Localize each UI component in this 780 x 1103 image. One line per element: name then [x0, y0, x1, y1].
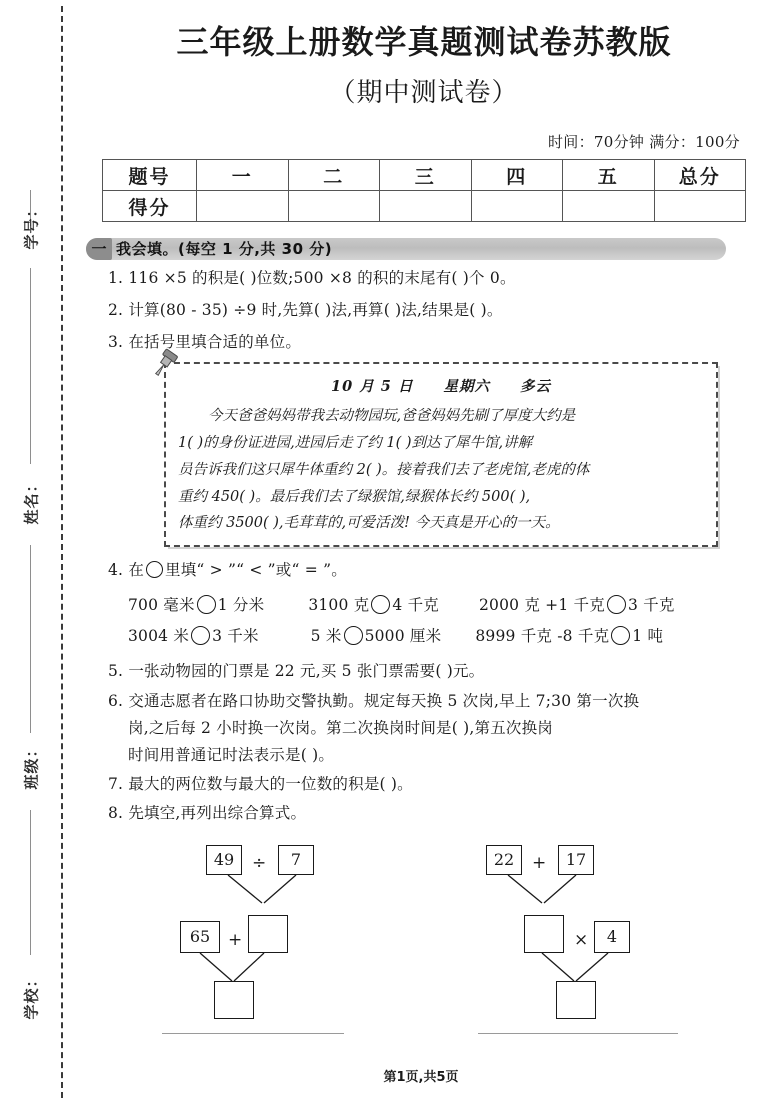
diary-date: 10 月 5 日	[331, 378, 414, 396]
diary-line-1: 今天爸爸妈妈带我去动物园玩,爸爸妈妈先刷了厚度大约是	[208, 408, 576, 425]
score-input-cell-2[interactable]	[288, 191, 380, 222]
score-table-col-2: 二	[288, 160, 380, 191]
diary-line-3: 员告诉我们这只犀牛体重约 2( )。接着我们去了老虎馆,老虎的体	[178, 461, 590, 478]
comparison-row-2	[86, 624, 762, 646]
margin-rule	[30, 545, 31, 733]
comparison-item	[475, 624, 663, 646]
question-6-line-1: 6. 交通志愿者在路口协助交警执勤。规定每天换 5 次岗,早上 7;30 第一次换	[108, 691, 640, 710]
left-margin-strip	[0, 0, 62, 1103]
table-row	[103, 160, 746, 191]
compare-left: 2000 克 +1 千克	[478, 596, 605, 615]
comparison-item	[128, 593, 264, 615]
page-subtitle: （期中测试卷）	[329, 78, 519, 108]
diary-weather: 多云	[519, 378, 551, 396]
tree-node-top-left[interactable]: 49	[206, 845, 242, 875]
tree-node-top-right[interactable]: 7	[278, 845, 314, 875]
comparison-circle[interactable]	[611, 626, 630, 645]
score-table-header-label: 题号	[103, 160, 197, 191]
question-8: 8. 先填空,再列出综合算式。	[108, 804, 307, 822]
answer-line-left[interactable]	[162, 1033, 344, 1034]
tree-node-result[interactable]	[556, 981, 596, 1019]
score-table-col-4: 四	[471, 160, 563, 191]
compare-left: 3004 米	[128, 627, 190, 646]
comparison-circle[interactable]	[344, 626, 363, 645]
comparison-item	[128, 624, 259, 646]
compare-left: 700 毫米	[128, 596, 195, 615]
question-4	[86, 557, 762, 584]
score-table-col-3: 三	[380, 160, 472, 191]
tree-node-top-right[interactable]: 17	[558, 845, 594, 875]
tree-operator-plus: +	[228, 930, 243, 951]
comparison-circle[interactable]	[191, 626, 210, 645]
tree-node-mid-left[interactable]	[524, 915, 564, 953]
question-2: 2. 计算(80 - 35) ÷9 时,先算( )法,再算( )法,结果是( )。	[108, 301, 503, 320]
table-row	[103, 191, 746, 222]
tree-node-mid-left[interactable]: 65	[180, 921, 220, 953]
comparison-item	[479, 593, 675, 615]
compare-right: 1 分米	[217, 596, 265, 615]
compare-left: 5 米	[310, 627, 342, 646]
tree-operator-divide: ÷	[252, 853, 267, 874]
comparison-item	[311, 624, 442, 646]
tree-node-top-left[interactable]: 22	[486, 845, 522, 875]
exam-meta-info: 时间：70分钟 满分：100分	[548, 133, 740, 151]
number-tree-diagrams	[86, 835, 762, 1031]
score-input-cell-total[interactable]	[654, 191, 746, 222]
margin-label-school: 学校：	[22, 971, 41, 1020]
title-block	[86, 0, 762, 109]
diary-line-4: 重约 450( )。最后我们去了绿猴馆,绿猴体长约 500( ),	[178, 488, 531, 505]
diary-box	[164, 362, 718, 547]
margin-label-name: 姓名：	[22, 476, 41, 525]
page-footer: 第1页,共5页	[383, 1070, 459, 1085]
score-table	[102, 159, 746, 222]
question-1: 1. 116 ×5 的积是( )位数;500 ×8 的积的末尾有( )个 0。	[108, 269, 516, 287]
exam-page	[62, 0, 780, 1103]
compare-left: 3100 克	[308, 596, 370, 615]
score-input-cell-3[interactable]	[380, 191, 472, 222]
comparison-circle[interactable]	[197, 595, 216, 614]
question-6	[86, 688, 762, 769]
diary-line-2: 1( )的身份证进园,进园后走了约 1( )到达了犀牛馆,讲解	[178, 435, 533, 451]
tree-operator-plus: +	[532, 853, 547, 874]
margin-label-student-id: 学号：	[22, 201, 41, 250]
section-header-bar	[86, 238, 726, 260]
question-7: 7. 最大的两位数与最大的一位数的积是( )。	[108, 774, 413, 793]
tree-node-mid-right[interactable]	[248, 915, 288, 953]
compare-right: 3 千米	[212, 627, 259, 646]
comparison-circle[interactable]	[371, 595, 390, 614]
diary-line-5: 体重约 3500( ),毛茸茸的,可爱活泼! 今天真是开心的一天。	[178, 515, 560, 532]
compare-right: 4 千克	[392, 596, 439, 615]
comparison-circle[interactable]	[607, 595, 626, 614]
compare-right: 3 千克	[627, 596, 675, 615]
diary-question-block	[164, 362, 718, 547]
score-input-cell-1[interactable]	[197, 191, 289, 222]
compare-right: 1 吨	[632, 627, 664, 646]
compare-right: 5000 厘米	[364, 627, 442, 646]
compare-left: 8999 千克 -8 千克	[475, 627, 610, 646]
margin-rule	[30, 268, 31, 464]
tree-operator-multiply: ×	[574, 930, 589, 951]
score-table-col-5: 五	[563, 160, 655, 191]
question-3: 3. 在括号里填合适的单位。	[108, 333, 302, 352]
diary-body	[178, 403, 704, 430]
question-4-label: 4. 在	[108, 561, 145, 580]
comparison-item	[308, 593, 439, 615]
section-index-badge: 一	[86, 238, 112, 260]
diary-header	[178, 374, 704, 401]
question-5: 5. 一张动物园的门票是 22 元,买 5 张门票需要( )元。	[108, 662, 485, 681]
score-input-cell-4[interactable]	[471, 191, 563, 222]
score-table-row-label-score: 得分	[103, 191, 197, 222]
pushpin-icon	[148, 348, 182, 382]
question-6-line-3: 时间用普通记时法表示是( )。	[128, 745, 335, 764]
score-table-col-total: 总分	[654, 160, 746, 191]
margin-rule	[30, 810, 31, 955]
diary-weekday: 星期六	[443, 378, 490, 396]
question-4-tail: 里填“ > ”“ < ”或“ = ”。	[165, 561, 347, 580]
tree-node-mid-right[interactable]: 4	[594, 921, 630, 953]
page-title: 三年级上册数学真题测试卷苏教版	[176, 23, 672, 61]
score-input-cell-5[interactable]	[563, 191, 655, 222]
comparison-row-1	[86, 593, 762, 615]
comparison-circle[interactable]	[146, 561, 163, 578]
section-title: 我会填。(每空 1 分,共 30 分)	[116, 240, 333, 258]
tree-node-result[interactable]	[214, 981, 254, 1019]
margin-label-class: 班级：	[22, 741, 41, 790]
question-6-line-2: 岗,之后每 2 小时换一次岗。第二次换岗时间是( ),第五次换岗	[128, 718, 553, 737]
score-table-col-1: 一	[197, 160, 289, 191]
answer-line-right[interactable]	[478, 1033, 678, 1034]
